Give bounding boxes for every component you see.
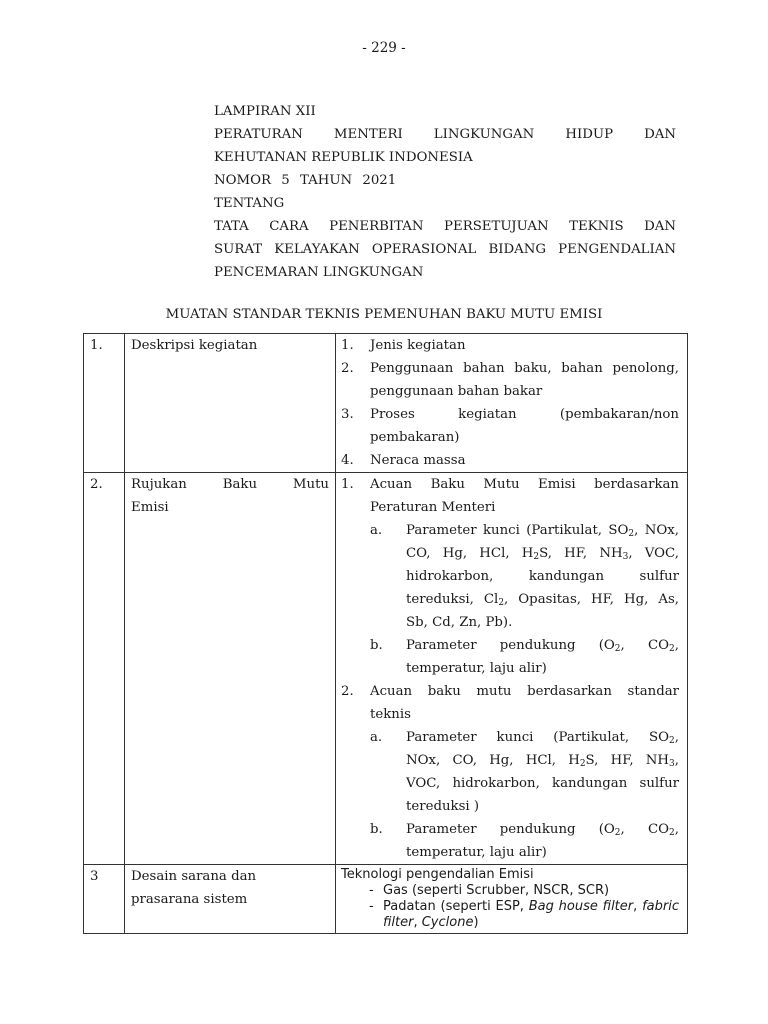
sub-item: b. Parameter pendukung ($O_2$, $CO_2$, temperatur, laju alir) xyxy=(370,822,679,860)
list-item: 3. Proses kegiatan (pembakaran/non pembakaran) xyxy=(341,407,679,445)
sub-item: a. Parameter kunci (Partikulat, $SO_2$, NOx, CO, Hg, HCl, $H_2S$, HF, $NH_3$, VOC, hidrokarbon, kandungan sulfur tereduksi, $Cl_2$, Opasitas, HF, Hg, As, Sb, Cd, Zn, Pb). xyxy=(370,523,679,630)
section-title: MUATAN STANDAR TEKNIS PEMENUHAN BAKU MUTU EMISI xyxy=(165,307,603,322)
row-number: 1. xyxy=(84,334,125,473)
header-line-kehutanan: KEHUTANAN REPUBLIK INDONESIA xyxy=(214,150,473,165)
list-item: 4. Neraca massa xyxy=(341,453,466,468)
document-header xyxy=(214,100,676,284)
header-line-peraturan: PERATURAN MENTERI LINGKUNGAN HIDUP DAN xyxy=(214,127,676,142)
sub-item: a. Parameter kunci (Partikulat, $SO_2$, NOx, CO, Hg, HCl, $H_2S$, HF, $NH_3$, VOC, hidrokarbon, kandungan sulfur tereduksi ) xyxy=(370,730,680,814)
list-item: 2. Acuan baku mutu berdasarkan standar teknis xyxy=(341,684,679,722)
list-item: 1. Acuan Baku Mutu Emisi berdasarkan Peraturan Menteri xyxy=(341,477,679,515)
header-line-pencemaran: PENCEMARAN LINGKUNGAN xyxy=(214,265,424,280)
list-item: - Padatan (seperti ESP, Bag house filter, fabric filter, Cyclone) xyxy=(369,899,679,930)
technology-heading: Teknologi pengendalian Emisi xyxy=(341,867,534,882)
table-row xyxy=(84,865,688,934)
row-label: Deskripsi kegiatan xyxy=(125,334,336,473)
table-row xyxy=(84,334,688,473)
header-line-nomor: NOMOR 5 TAHUN 2021 xyxy=(214,173,397,188)
row-label: Rujukan Baku Mutu Emisi xyxy=(125,473,336,865)
row-label: Desain sarana dan prasarana sistem xyxy=(125,865,336,934)
header-line-surat: SURAT KELAYAKAN OPERASIONAL BIDANG PENGENDALIAN xyxy=(214,242,676,257)
row-number: 3 xyxy=(84,865,125,934)
list-item: 2. Penggunaan bahan baku, bahan penolong, penggunaan bahan bakar xyxy=(341,361,679,399)
list-item: - Gas (seperti Scrubber, NSCR, SCR) xyxy=(369,883,610,898)
row-number: 2. xyxy=(84,473,125,865)
sub-item: b. Parameter pendukung ($O_2$, $CO_2$, temperatur, laju alir) xyxy=(370,638,679,676)
header-line-lampiran: LAMPIRAN XII xyxy=(214,104,316,119)
row-content xyxy=(336,473,688,865)
standards-table xyxy=(83,333,688,934)
page-number: - 229 - xyxy=(362,40,406,56)
table-row xyxy=(84,473,688,865)
row-content xyxy=(336,865,688,934)
header-line-tata-cara: TATA CARA PENERBITAN PERSETUJUAN TEKNIS DAN xyxy=(214,219,676,234)
row-content xyxy=(336,334,688,473)
header-line-tentang: TENTANG xyxy=(214,196,285,211)
list-item: 1. Jenis kegiatan xyxy=(341,338,466,353)
